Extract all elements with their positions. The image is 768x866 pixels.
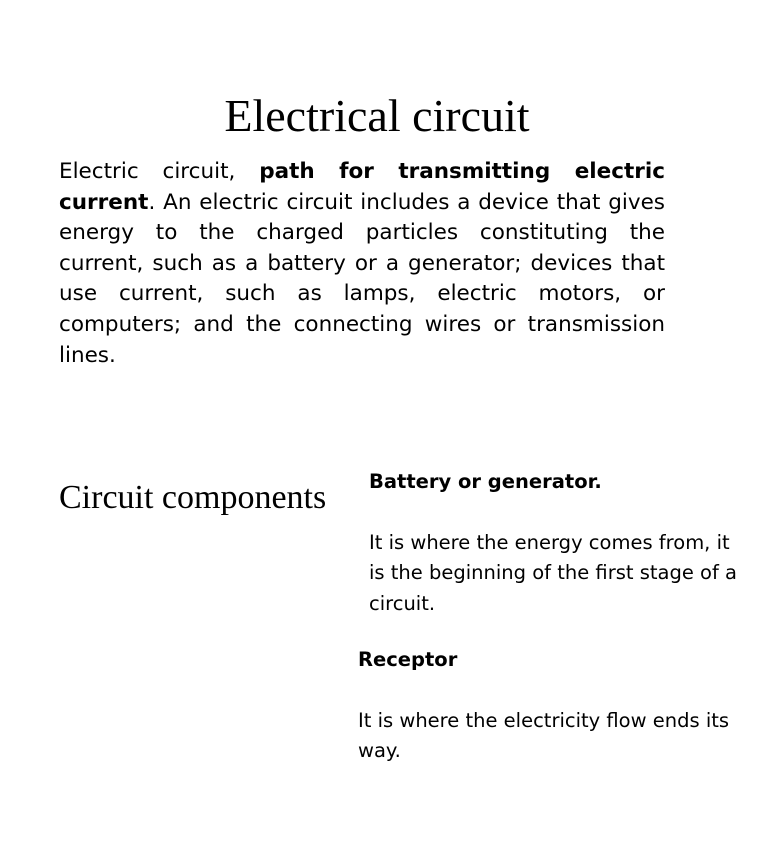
intro-lead: Electric circuit,	[59, 159, 260, 184]
intro-definition: path for transmitting electric current	[59, 159, 666, 215]
intro-paragraph	[59, 157, 665, 371]
component-description: It is where the energy comes from, it is the beginning of the first stage of a circuit.	[369, 530, 737, 615]
intro-body: . An electric circuit includes a device that gives energy to the charged particles constituting the current, such as a battery or a generator; devices that use current, such as lamps, electric motors, or computers; and the connecting wires or transmission lines.	[59, 189, 665, 368]
component-name: Receptor	[358, 648, 458, 671]
component-name: Battery or generator.	[369, 470, 602, 493]
components-heading: Circuit components	[59, 479, 327, 516]
component-description: It is where the electricity flow ends its way.	[358, 708, 730, 763]
page-title: Electrical circuit	[224, 90, 530, 141]
component-battery	[369, 467, 741, 619]
component-receptor	[358, 645, 730, 767]
